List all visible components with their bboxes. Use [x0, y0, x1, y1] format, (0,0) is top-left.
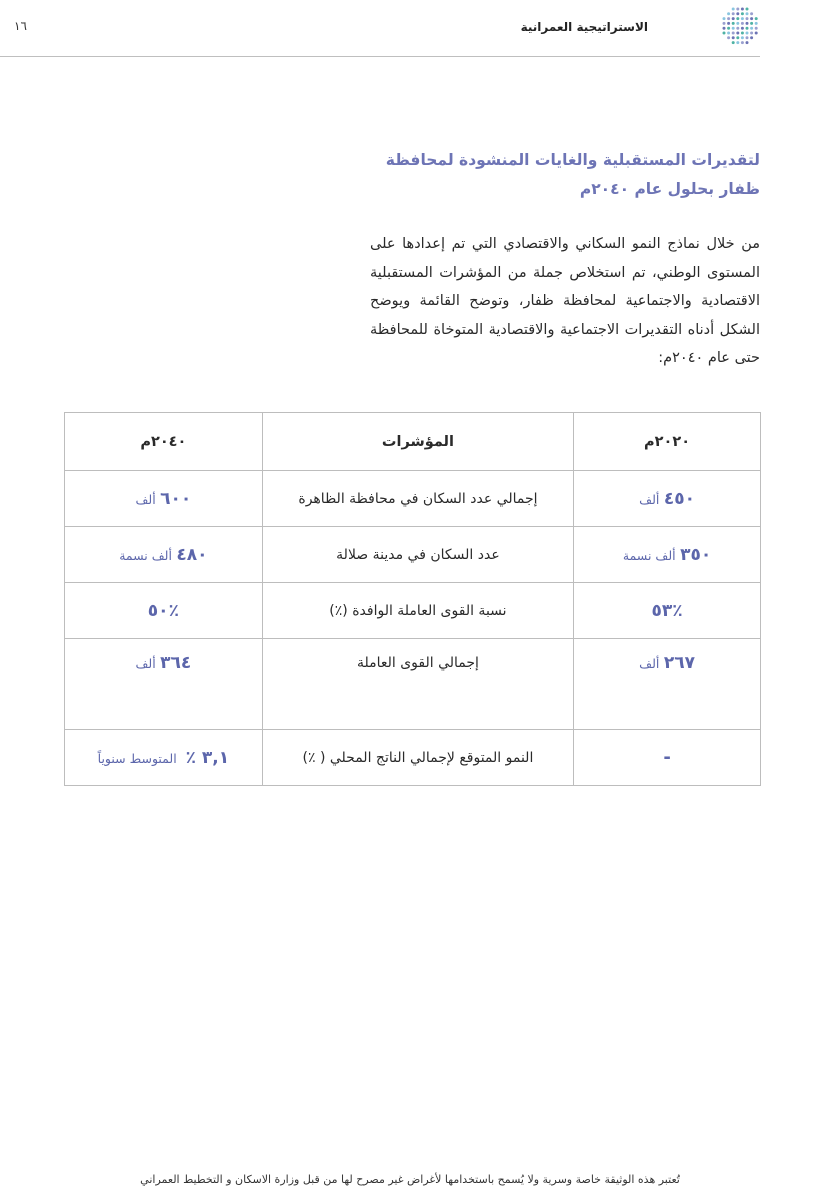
value-2020: [574, 730, 761, 786]
section-title-line-2: ظفار بحلول عام ٢٠٤٠م: [579, 180, 760, 198]
indicator-label: عدد السكان في مدينة صلالة: [262, 527, 573, 583]
section-title-line-1: لتقديرات المستقبلية والغايات المنشودة لمحافظة: [385, 151, 760, 169]
value-2020: [574, 527, 761, 583]
value-number: ٣٥٠: [680, 544, 712, 565]
header-indicators: المؤشرات: [262, 413, 573, 471]
indicators-table: [64, 412, 761, 786]
indicator-label: إجمالي القوى العاملة: [262, 639, 573, 730]
table-row: [65, 583, 761, 639]
indicator-label: إجمالي عدد السكان في محافظة الظاهرة: [262, 471, 573, 527]
value-unit: ألف نسمة: [119, 547, 172, 563]
value-number: ٪٥٠: [147, 600, 179, 621]
table-row: [65, 527, 761, 583]
value-unit: المتوسط سنوياً: [97, 750, 177, 766]
value-number: ٤٨٠: [176, 544, 208, 565]
value-2020: [574, 471, 761, 527]
value-unit: ألف: [639, 656, 660, 671]
value-unit: ألف: [639, 491, 660, 507]
table-row: [65, 639, 761, 730]
section-paragraph: من خلال نماذج النمو السكاني والاقتصادي التي تم إعدادها على المستوى الوطني، تم استخلاص جملة من المؤشرات المستقبلية الاقتصادية والاجتماعية لمحافظة ظفار، وتوضح القائمة ويوضح الشكل أدناه التقديرات الاجتماعية والاقتصادية المتوخاة للمحافظة حتى عام ٢٠٤٠م:: [370, 236, 760, 366]
page-number: ١٦: [14, 19, 27, 33]
value-number: ٤٥٠: [663, 488, 695, 509]
value-unit: ألف: [135, 491, 156, 507]
table-header-row: [65, 413, 761, 471]
confidentiality-footer: تُعتبر هذه الوثيقة خاصة وسرية ولا يُسمح باستخدامها لأغراض غير مصرح لها من قبل وزارة الاسكان و التخطيط العمراني: [140, 1173, 680, 1186]
indicator-label: النمو المتوقع لإجمالي الناتج المحلي ( ٪): [262, 730, 573, 786]
header-2020: ٢٠٢٠م: [574, 413, 761, 471]
brand-name: الاستراتيجية العمرانية: [520, 20, 648, 34]
value-2020: [574, 583, 761, 639]
dotted-grid-logo-icon: [720, 5, 760, 47]
section-title: [340, 146, 760, 204]
value-unit: ألف: [135, 656, 156, 671]
value-number: ٢٦٧: [663, 653, 695, 673]
table-row: [65, 471, 761, 527]
value-number: -: [663, 747, 671, 768]
value-2040: [65, 730, 263, 786]
value-2040: [65, 471, 263, 527]
value-unit: ألف نسمة: [622, 547, 676, 563]
header-2040: ٢٠٤٠م: [65, 413, 263, 471]
value-2040: [65, 527, 263, 583]
indicator-label: نسبة القوى العاملة الوافدة (٪): [262, 583, 573, 639]
page-header: [0, 0, 760, 57]
table-row: [65, 730, 761, 786]
value-2040: [65, 639, 263, 730]
value-number: ٣٦٤: [160, 653, 192, 673]
value-number: ٦٠٠: [160, 488, 192, 509]
value-number: ٪٥٣: [651, 600, 683, 621]
value-2040: [65, 583, 263, 639]
value-2020: [574, 639, 761, 730]
value-number: ٣,١ ٪: [185, 747, 230, 768]
